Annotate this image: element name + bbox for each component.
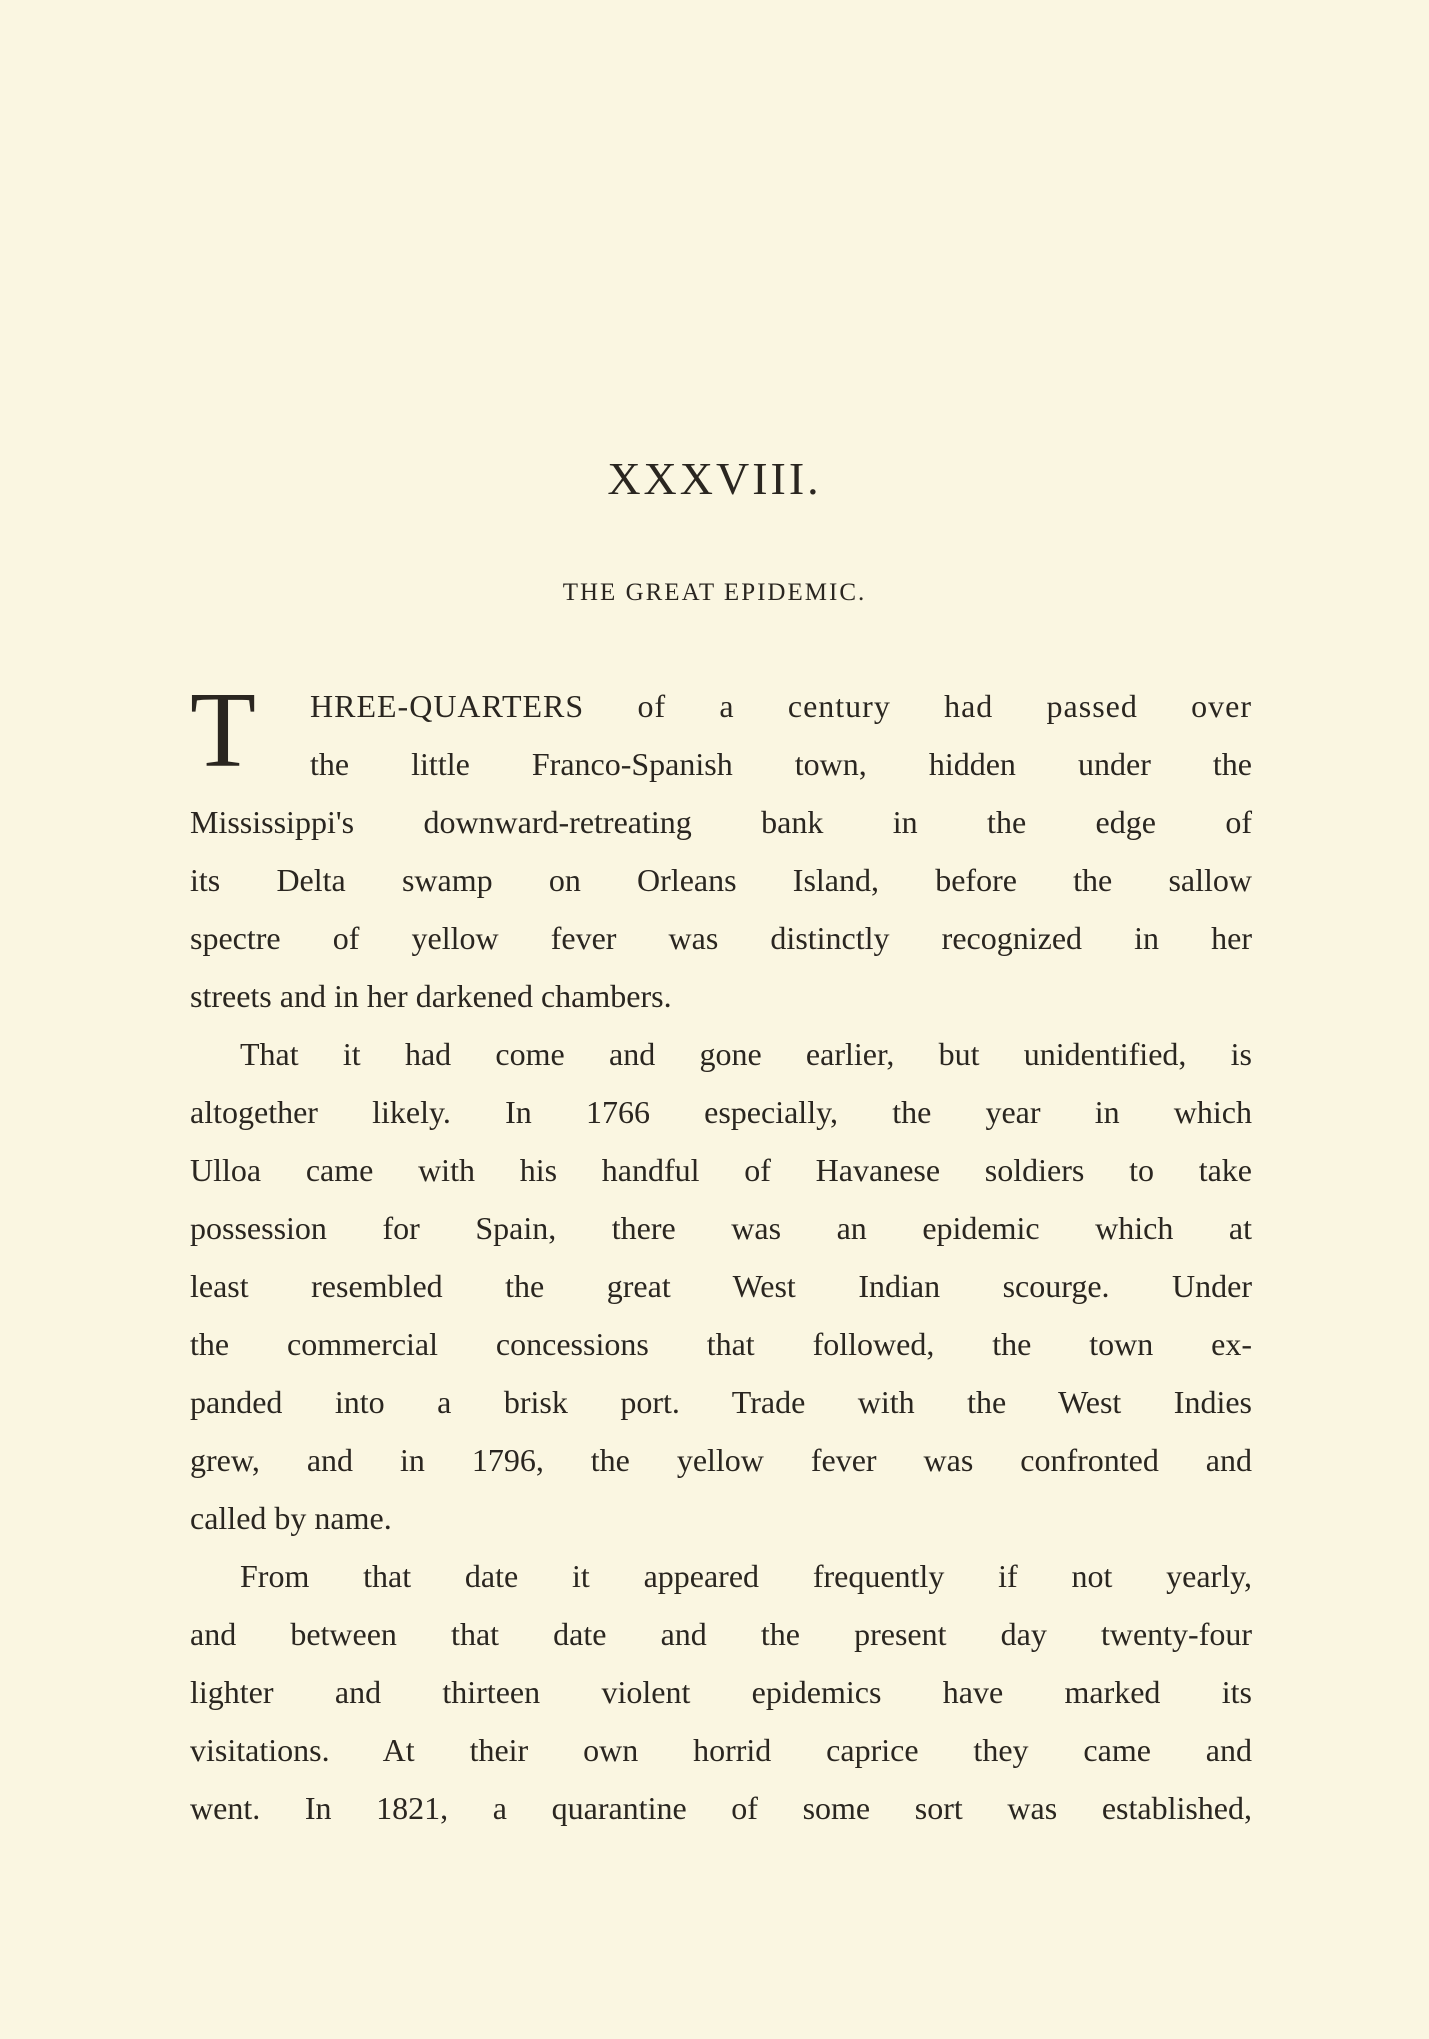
paragraph-1 bbox=[190, 671, 1252, 1025]
text-line: the commercial concessions that followed, the town ex- bbox=[190, 1326, 1252, 1362]
text-line: its Delta swamp on Orleans Island, before the sallow bbox=[190, 862, 1252, 898]
text-line: Ulloa came with his handful of Havanese soldiers to take bbox=[190, 1152, 1252, 1188]
paragraph-2 bbox=[190, 1025, 1252, 1547]
text-line: called by name. bbox=[190, 1500, 392, 1536]
text-line: the little Franco-Spanish town, hidden under the bbox=[310, 746, 1252, 782]
text-line: HREE-QUARTERS of a century had passed over bbox=[310, 688, 1252, 724]
text-line: lighter and thirteen violent epidemics have marked its bbox=[190, 1674, 1252, 1710]
paragraph-3 bbox=[190, 1547, 1252, 1837]
text-line: grew, and in 1796, the yellow fever was confronted and bbox=[190, 1442, 1252, 1478]
text-line: possession for Spain, there was an epidemic which at bbox=[190, 1210, 1252, 1246]
text-line: least resembled the great West Indian scourge. Under bbox=[190, 1268, 1252, 1304]
drop-cap: T bbox=[190, 671, 256, 790]
text-line: Mississippi's downward-retreating bank in the edge of bbox=[190, 804, 1252, 840]
body-text bbox=[190, 671, 1252, 1837]
text-line: and between that date and the present day twenty-four bbox=[190, 1616, 1252, 1652]
text-line: From that date it appeared frequently if not yearly, bbox=[240, 1558, 1252, 1594]
text-line: streets and in her darkened chambers. bbox=[190, 978, 672, 1014]
chapter-number: XXXVIII. bbox=[607, 453, 822, 504]
text-line: spectre of yellow fever was distinctly recognized in her bbox=[190, 920, 1252, 956]
text-line: went. In 1821, a quarantine of some sort was established, bbox=[190, 1790, 1252, 1826]
text-line: panded into a brisk port. Trade with the West Indies bbox=[190, 1384, 1252, 1420]
text-line: visitations. At their own horrid caprice they came and bbox=[190, 1732, 1252, 1768]
text-line: That it had come and gone earlier, but unidentified, is bbox=[240, 1036, 1252, 1072]
text-line: altogether likely. In 1766 especially, the year in which bbox=[190, 1094, 1252, 1130]
chapter-title: THE GREAT EPIDEMIC. bbox=[562, 579, 867, 606]
